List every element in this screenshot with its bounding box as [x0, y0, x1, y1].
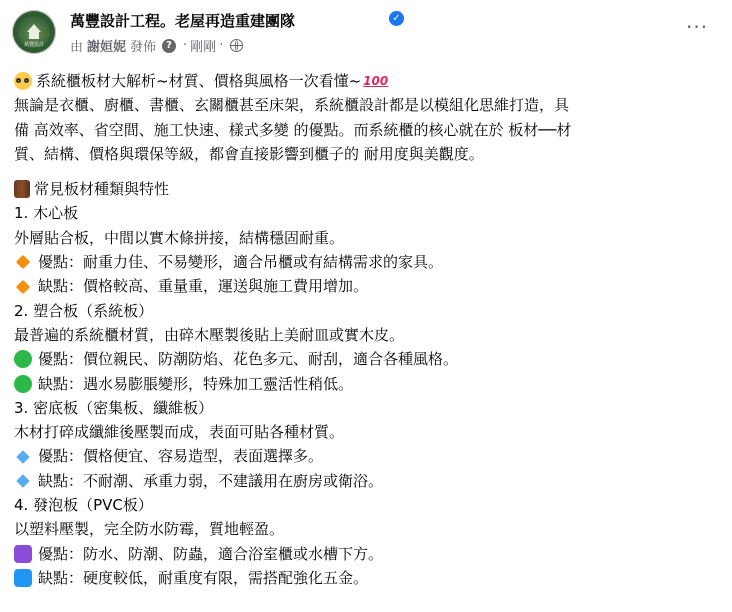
item-con-text: 缺點：價格較高、重量重，運送與施工費用增加。	[38, 277, 369, 296]
verified-badge-icon[interactable]: ✓	[389, 11, 404, 26]
meta-separator: ·	[183, 38, 188, 53]
help-icon[interactable]: ?	[162, 39, 176, 53]
item-pro	[14, 347, 722, 371]
item-con-text: 缺點：不耐潮、承重力弱，不建議用在廚房或衛浴。	[38, 471, 384, 490]
intro-title-line	[14, 69, 722, 93]
item-pro-text: 優點：耐重力佳、不易變形，適合吊櫃或有結構需求的家具。	[38, 253, 444, 272]
avatar-logo-text: 萬豐設計	[23, 42, 44, 48]
hundred-points-emoji: 100	[363, 74, 389, 89]
item-con	[14, 274, 722, 298]
blue-diamond-icon	[16, 474, 29, 487]
post-body	[14, 69, 722, 590]
meta-separator: ·	[219, 38, 224, 53]
item-pro-text: 優點：價位親民、防潮防焰、花色多元、耐刮，適合各種風格。	[38, 350, 459, 369]
item-pro	[14, 444, 722, 468]
post-meta	[70, 36, 243, 55]
item-title: 2. 塑合板（系統板）	[14, 301, 154, 320]
author-link[interactable]: 謝姮妮	[87, 40, 127, 55]
item-title: 1. 木心板	[14, 204, 79, 223]
blue-diamond-icon	[16, 450, 29, 463]
wood-emoji	[14, 180, 30, 198]
item-con-text: 缺點：遇水易膨脹變形，特殊加工靈活性稍低。	[38, 374, 354, 393]
paragraph-line: 質、結構、價格與環保等級，都會直接影響到櫃子的 耐用度與美觀度。	[14, 144, 484, 163]
item-pro-text: 優點：價格便宜、容易造型，表面選擇多。	[38, 447, 324, 466]
item-description: 外層貼合板，中間以實木條拼接，結構穩固耐重。	[14, 228, 345, 247]
item-description: 以塑料壓製，完全防水防霉，質地輕盈。	[14, 520, 285, 539]
more-options-icon[interactable]: ···	[686, 15, 709, 39]
item-con	[14, 469, 722, 493]
green-circle-icon	[14, 350, 32, 368]
paragraph-line: 備 高效率、省空間、施工快速、樣式多變 的優點。而系統櫃的核心就在於 板材──材	[14, 120, 572, 139]
post-time-link[interactable]: 剛剛	[190, 40, 217, 55]
item-pro-text: 優點：防水、防潮、防蟲，適合浴室櫃或水槽下方。	[38, 544, 384, 563]
intro-title: 系統櫃板材大解析~材質、價格與風格一次看懂~	[36, 72, 362, 90]
page-avatar[interactable]	[12, 10, 56, 54]
section-title-line	[14, 177, 722, 201]
item-pro	[14, 250, 722, 274]
orange-diamond-icon	[16, 255, 30, 269]
post-header	[0, 0, 732, 66]
posted-label: 發佈	[130, 40, 157, 55]
item-con	[14, 372, 722, 396]
nerd-face-emoji	[14, 72, 32, 90]
blue-square-icon	[14, 569, 32, 587]
item-description: 最普遍的系統櫃材質，由碎木壓製後貼上美耐皿或實木皮。	[14, 325, 405, 344]
purple-square-icon	[14, 545, 32, 563]
by-label: 由	[70, 40, 84, 55]
globe-icon[interactable]	[230, 39, 243, 52]
item-con-text: 缺點：硬度較低，耐重度有限，需搭配強化五金。	[38, 568, 369, 587]
paragraph-line: 無論是衣櫃、廚櫃、書櫃、玄關櫃甚至床架，系統櫃設計都是以模組化思維打造，具	[14, 96, 570, 115]
page-name-link[interactable]: 萬豐設計工程。老屋再造重建團隊	[70, 12, 296, 30]
item-title: 4. 發泡板（PVC板）	[14, 496, 153, 515]
item-title: 3. 密底板（密集板、纖維板）	[14, 398, 214, 417]
section-title: 常見板材種類與特性	[34, 180, 170, 199]
house-body-icon	[29, 32, 39, 39]
house-icon	[27, 24, 41, 32]
green-circle-icon	[14, 375, 32, 393]
item-description: 木材打碎成纖維後壓製而成，表面可貼各種材質。	[14, 423, 345, 442]
orange-diamond-icon	[16, 279, 30, 293]
item-pro	[14, 542, 722, 566]
item-con	[14, 566, 722, 590]
